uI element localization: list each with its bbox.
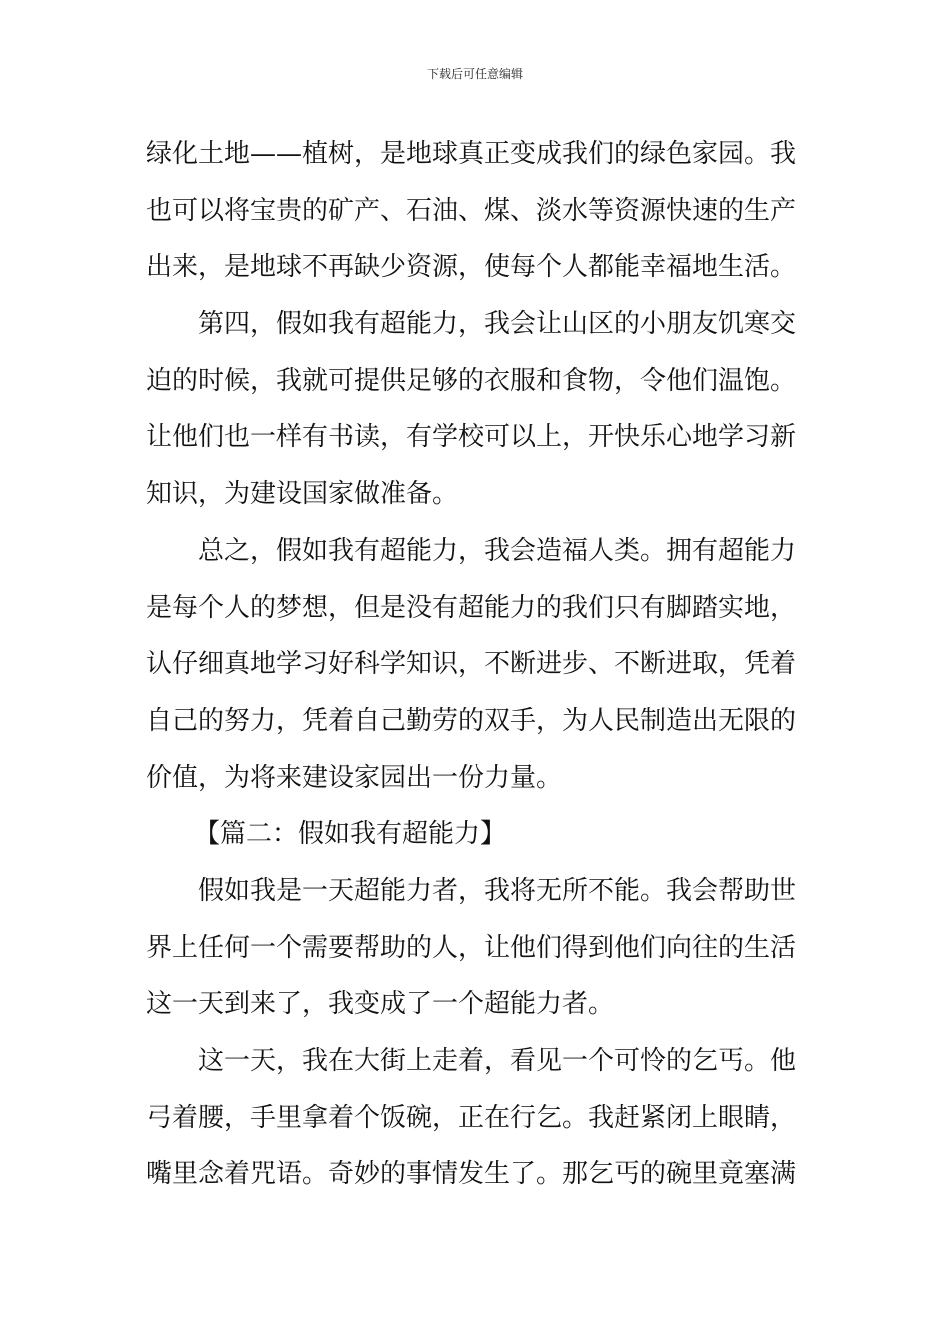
text-line: 出来，是地球不再缺少资源，使每个人都能幸福地生活。: [146, 252, 797, 283]
text-line: 知识，为建设国家做准备。: [146, 479, 459, 510]
paragraph-start-line: 假如我是一天超能力者，我将无所不能。我会帮助世: [198, 875, 797, 906]
paragraph-start-line: 这一天，我在大街上走着，看见一个可怜的乞丐。他: [198, 1046, 797, 1076]
document-body: [146, 126, 806, 1203]
paragraph-start-line: 第四，假如我有超能力，我会让山区的小朋友饥寒交: [198, 309, 797, 340]
text-line: 这一天到来了，我变成了一个超能力者。: [146, 989, 615, 1020]
text-line: 绿化土地——植树，是地球真正变成我们的绿色家园。我: [146, 139, 797, 169]
text-line: 也可以将宝贵的矿产、石油、煤、淡水等资源快速的生产: [146, 195, 797, 226]
text-line: 认仔细真地学习好科学知识，不断进步、不断进取，凭着: [146, 649, 797, 680]
text-line: 价值，为将来建设家园出一份力量。: [146, 762, 563, 793]
paragraph-start-line: 总之，假如我有超能力，我会造福人类。拥有超能力: [198, 535, 797, 566]
text-line: 界上任何一个需要帮助的人，让他们得到他们向往的生活: [146, 932, 797, 963]
text-line: 是每个人的梦想，但是没有超能力的我们只有脚踏实地，: [146, 592, 797, 623]
page-header: 下载后可任意编辑: [426, 67, 523, 81]
section-heading: 【篇二：假如我有超能力】: [194, 819, 507, 850]
text-line: 自己的努力，凭着自己勤劳的双手，为人民制造出无限的: [146, 705, 797, 736]
text-line: 迫的时候，我就可提供足够的衣服和食物，令他们温饱。: [146, 365, 797, 396]
text-line: 让他们也一样有书读，有学校可以上，开快乐心地学习新: [146, 422, 797, 453]
text-line: 嘴里念着咒语。奇妙的事情发生了。那乞丐的碗里竟塞满: [146, 1159, 797, 1190]
text-line: 弓着腰，手里拿着个饭碗，正在行乞。我赶紧闭上眼睛，: [146, 1102, 797, 1133]
